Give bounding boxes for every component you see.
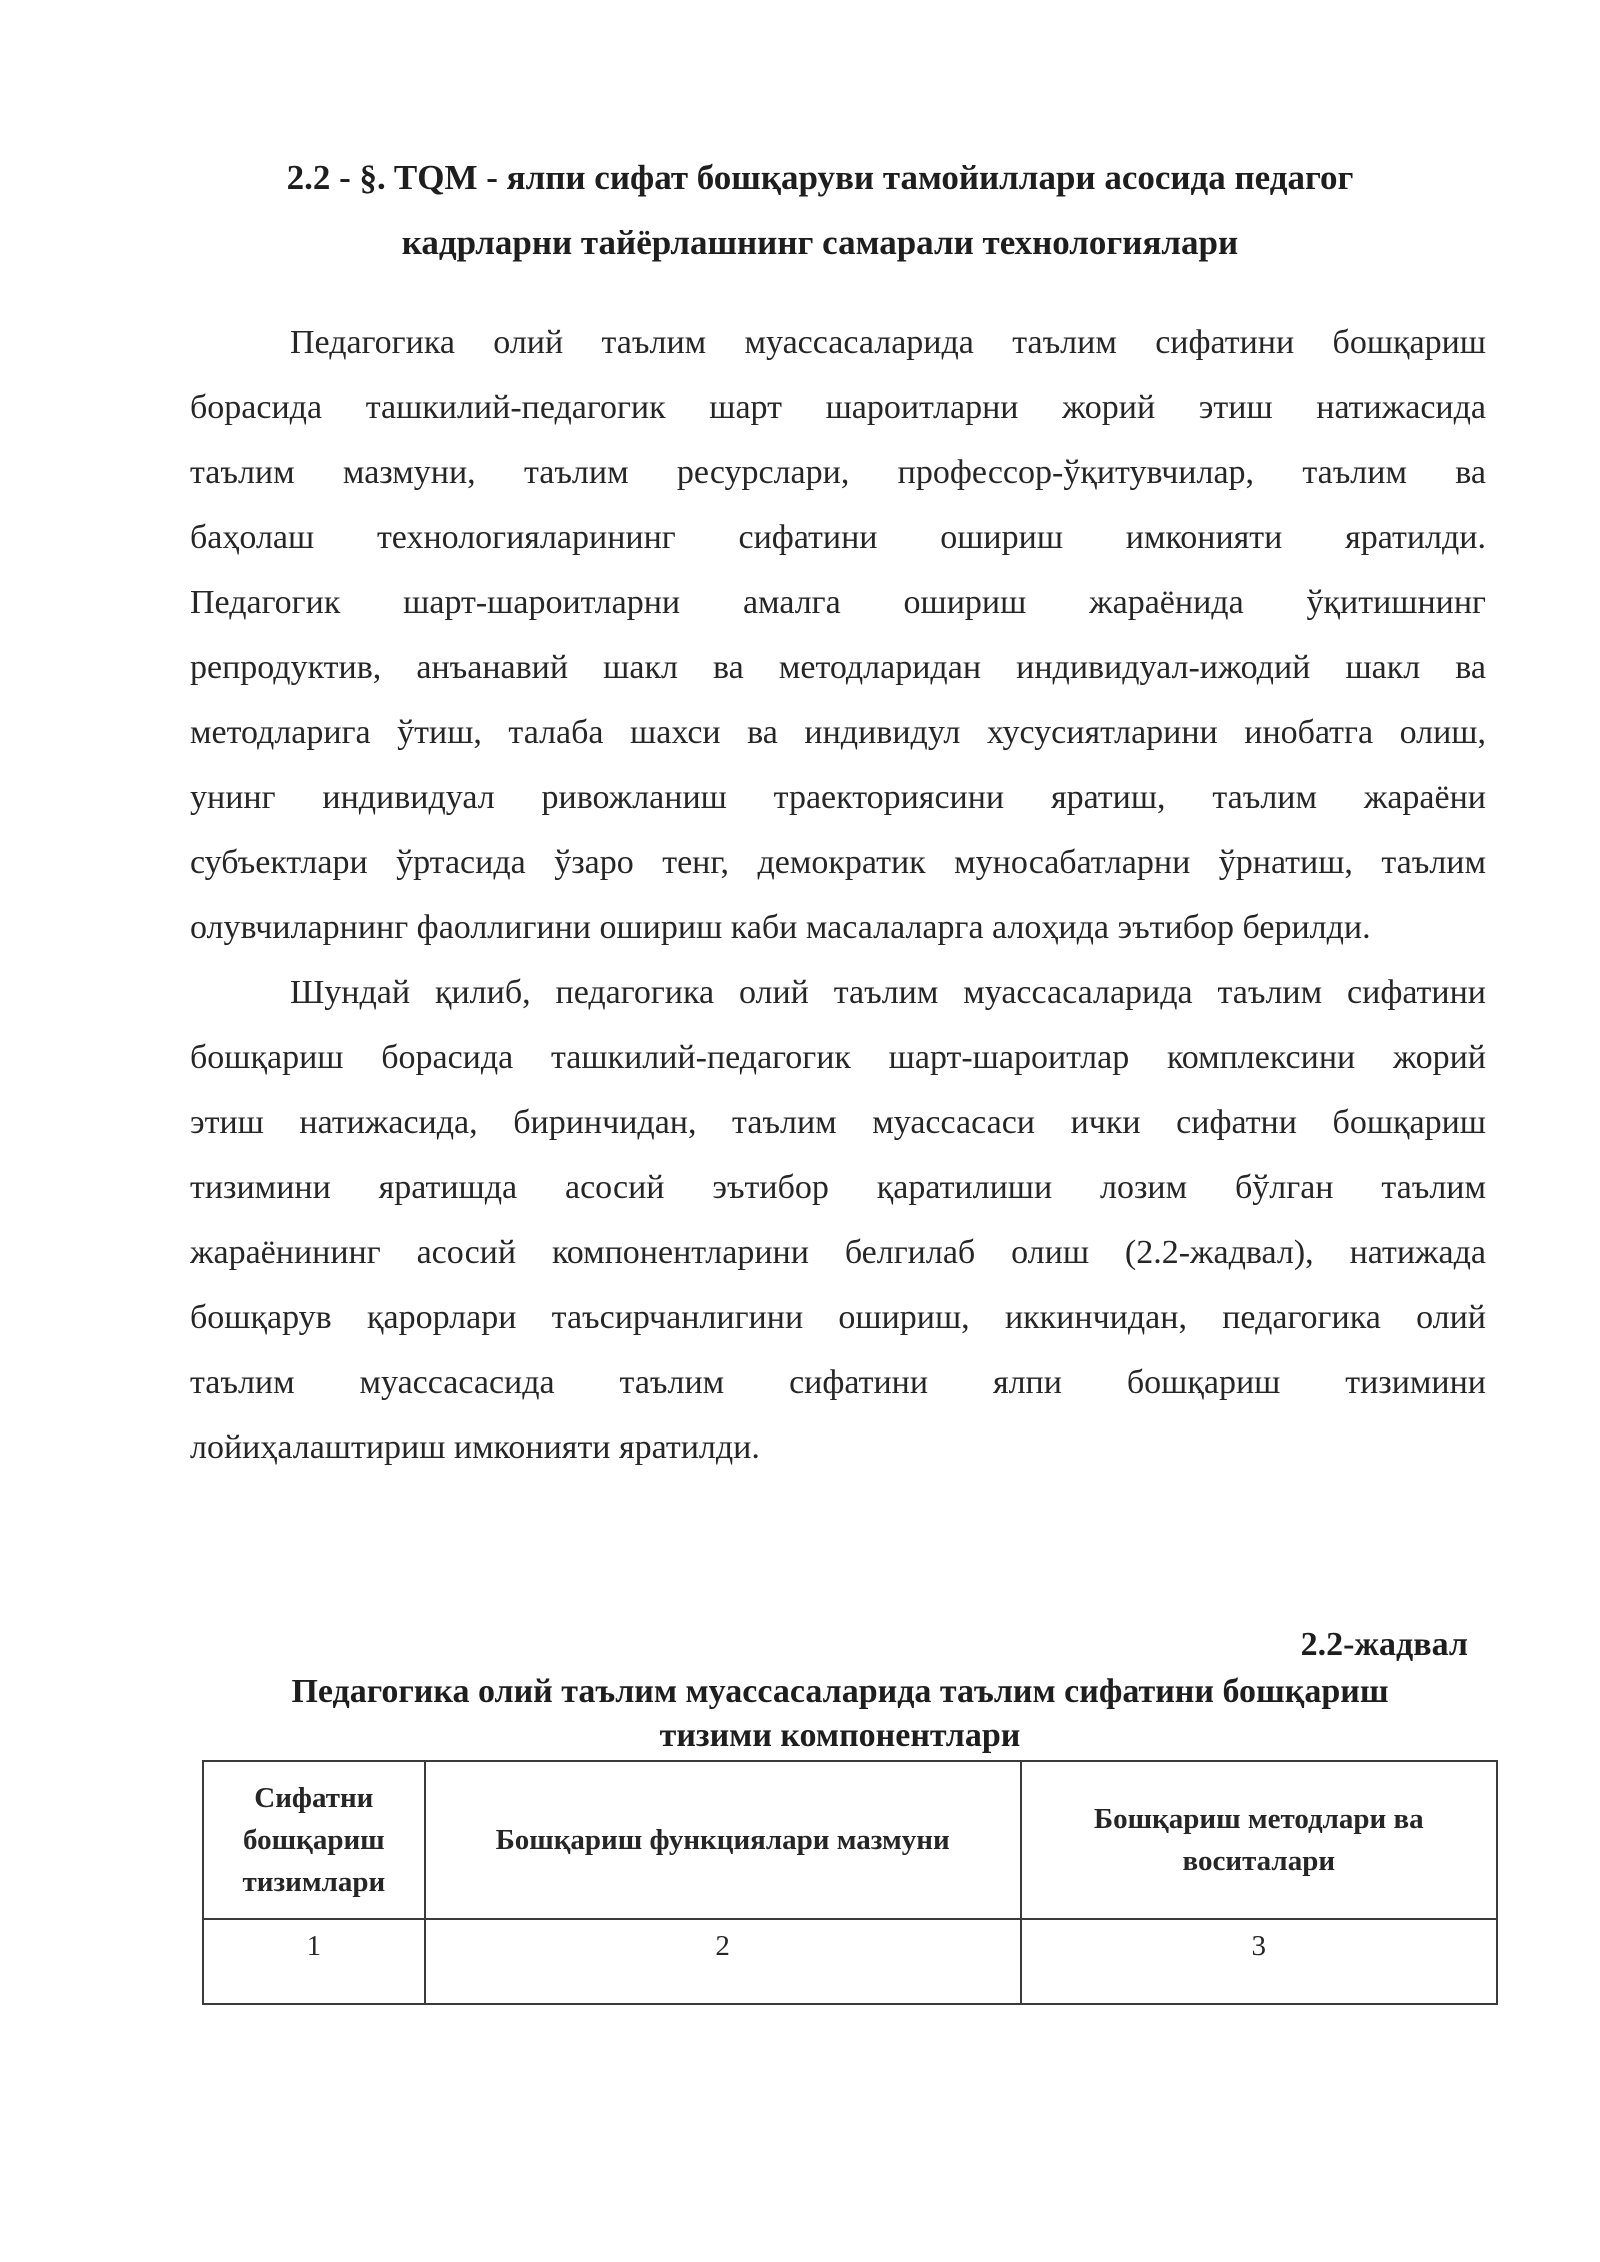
table-header-row — [203, 1761, 1497, 1919]
paragraph-line: лойиҳалаштириш имконияти яратилди. — [190, 1429, 760, 1466]
table-caption — [190, 1670, 1490, 1758]
paragraph-line: бошқариш борасида ташкилий-педагогик шарт-шароитлар комплексини жорий — [190, 1039, 1486, 1076]
table-cell: 2 — [425, 1919, 1021, 2004]
section-title-line-1: 2.2 - §. TQM - ялпи сифат бошқаруви тамойиллари асосида педагог — [286, 158, 1354, 197]
paragraph-line: таълим муассасасида таълим сифатини ялпи бошқариш тизимини — [190, 1364, 1486, 1401]
paragraph-line: этиш натижасида, биринчидан, таълим муассасаси ички сифатни бошқариш — [190, 1104, 1486, 1141]
header-quality-systems: Сифатни бошқариш тизимлари — [203, 1761, 425, 1919]
paragraph-line: Педагогика олий таълим муассасаларида таълим сифатини бошқариш — [290, 324, 1486, 361]
table-caption-line-2: тизими компонентлари — [659, 1717, 1021, 1754]
paragraph-line: субъектлари ўртасида ўзаро тенг, демократик муносабатларни ўрнатиш, таълим — [190, 844, 1486, 881]
components-table — [202, 1760, 1498, 2005]
table-number: 2.2-жадвал — [1300, 1626, 1468, 1663]
paragraph-line: бошқарув қарорлари таъсирчанлигини ошириш, иккинчидан, педагогика олий — [190, 1299, 1486, 1336]
paragraph-line: методларига ўтиш, талаба шахси ва индивидул хусусиятларини инобатга олиш, — [190, 714, 1486, 751]
paragraph-line: тизимини яратишда асосий эътибор қаратилиши лозим бўлган таълим — [190, 1169, 1486, 1206]
table-caption-line-1: Педагогика олий таълим муассасаларида таълим сифатини бошқариш — [291, 1673, 1389, 1710]
header-methods-tools: Бошқариш методлари ва воситалари — [1021, 1761, 1497, 1919]
paragraph-line: унинг индивидуал ривожланиш траекториясини яратиш, таълим жараёни — [190, 779, 1486, 816]
paragraph-line: баҳолаш технологияларининг сифатини ошириш имконияти яратилди. — [190, 519, 1486, 556]
paragraph-line: таълим мазмуни, таълим ресурслари, профессор-ўқитувчилар, таълим ва — [190, 454, 1486, 491]
table-cell: 3 — [1021, 1919, 1497, 2004]
paragraph-line: борасида ташкилий-педагогик шарт шароитларни жорий этиш натижасида — [190, 389, 1486, 426]
section-title-line-2: кадрларни тайёрлашнинг самарали технологиялари — [401, 223, 1239, 262]
table-cell: 1 — [203, 1919, 425, 2004]
paragraph-line: олувчиларнинг фаоллигини ошириш каби масалаларга алоҳида эътибор берилди. — [190, 909, 1371, 946]
paragraph-line: Шундай қилиб, педагогика олий таълим муассасаларида таълим сифатини — [290, 974, 1486, 1011]
paragraph-1 — [190, 310, 1486, 960]
paragraph-line: жараёнининг асосий компонентларини белгилаб олиш (2.2-жадвал), натижада — [190, 1234, 1486, 1271]
header-function-content: Бошқариш функциялари мазмуни — [425, 1761, 1021, 1919]
table-row — [203, 1919, 1497, 2004]
paragraph-2 — [190, 960, 1486, 1480]
paragraph-line: репродуктив, анъанавий шакл ва методларидан индивидуал-ижодий шакл ва — [190, 649, 1486, 686]
paragraph-line: Педагогик шарт-шароитларни амалга ошириш жараёнида ўқитишнинг — [190, 584, 1486, 621]
